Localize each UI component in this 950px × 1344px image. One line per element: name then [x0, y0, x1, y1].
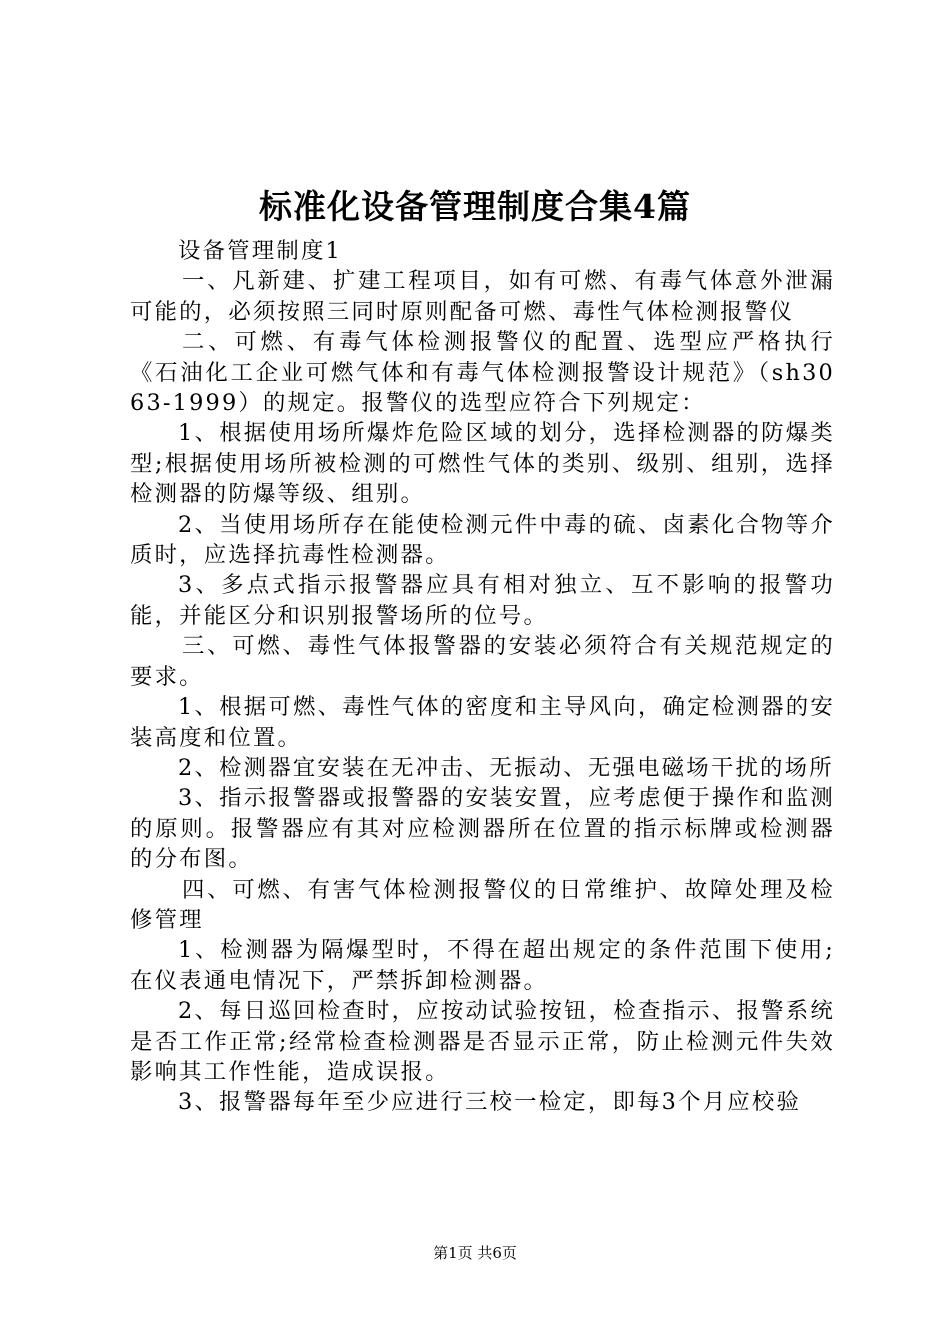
page-footer: 第1页 共6页 — [433, 1244, 517, 1262]
body-paragraph: 2、检测器宜安装在无冲击、无振动、无强电磁场干扰的场所 — [178, 754, 834, 781]
body-paragraph: 3、指示报警器或报警器的安装安置，应考虑便于操作和监测的原则。报警器应有其对应检测器所在位置的指示标牌或检测器的分布图。 — [130, 785, 835, 873]
body-paragraph: 2、每日巡回检查时，应按动试验按钮，检查指示、报警系统是否工作正常;经常检查检测器是否显示正常，防止检测元件失效影响其工作性能，造成误报。 — [130, 998, 835, 1085]
body-paragraph: 设备管理制度1 — [178, 238, 342, 264]
body-paragraph: 1、根据可燃、毒性气体的密度和主导风向，确定检测器的安装高度和位置。 — [130, 694, 835, 751]
body-paragraph: 3、多点式指示报警器应具有相对独立、互不影响的报警功能，并能区分和识别报警场所的位号。 — [130, 572, 835, 629]
body-paragraph: 四、可燃、有害气体检测报警仪的日常维护、故障处理及检修管理 — [130, 876, 835, 933]
document-title: 标准化设备管理制度合集4篇 — [259, 187, 691, 226]
document-body — [130, 236, 835, 1118]
body-paragraph: 3、报警器每年至少应进行三校一检定，即每3个月应校验 — [178, 1089, 802, 1116]
body-paragraph: 1、检测器为隔爆型时，不得在超出规定的条件范围下使用;在仪表通电情况下，严禁拆卸检测器。 — [130, 937, 835, 994]
body-paragraph: 1、根据使用场所爆炸危险区域的划分，选择检测器的防爆类型;根据使用场所被检测的可燃性气体的类别、级别、组别，选择检测器的防爆等级、组别。 — [130, 420, 835, 508]
body-paragraph: 三、可燃、毒性气体报警器的安装必须符合有关规范规定的要求。 — [130, 633, 835, 690]
body-paragraph: 2、当使用场所存在能使检测元件中毒的硫、卤素化合物等介质时，应选择抗毒性检测器。 — [130, 511, 835, 569]
body-paragraph: 二、可燃、有毒气体检测报警仪的配置、选型应严格执行《石油化工企业可燃气体和有毒气体检测报警设计规范》（sh3063-1999）的规定。报警仪的选型应符合下列规定： — [130, 329, 835, 417]
body-paragraph: 一、凡新建、扩建工程项目，如有可燃、有毒气体意外泄漏可能的，必须按照三同时原则配备可燃、毒性气体检测报警仪 — [130, 268, 835, 325]
